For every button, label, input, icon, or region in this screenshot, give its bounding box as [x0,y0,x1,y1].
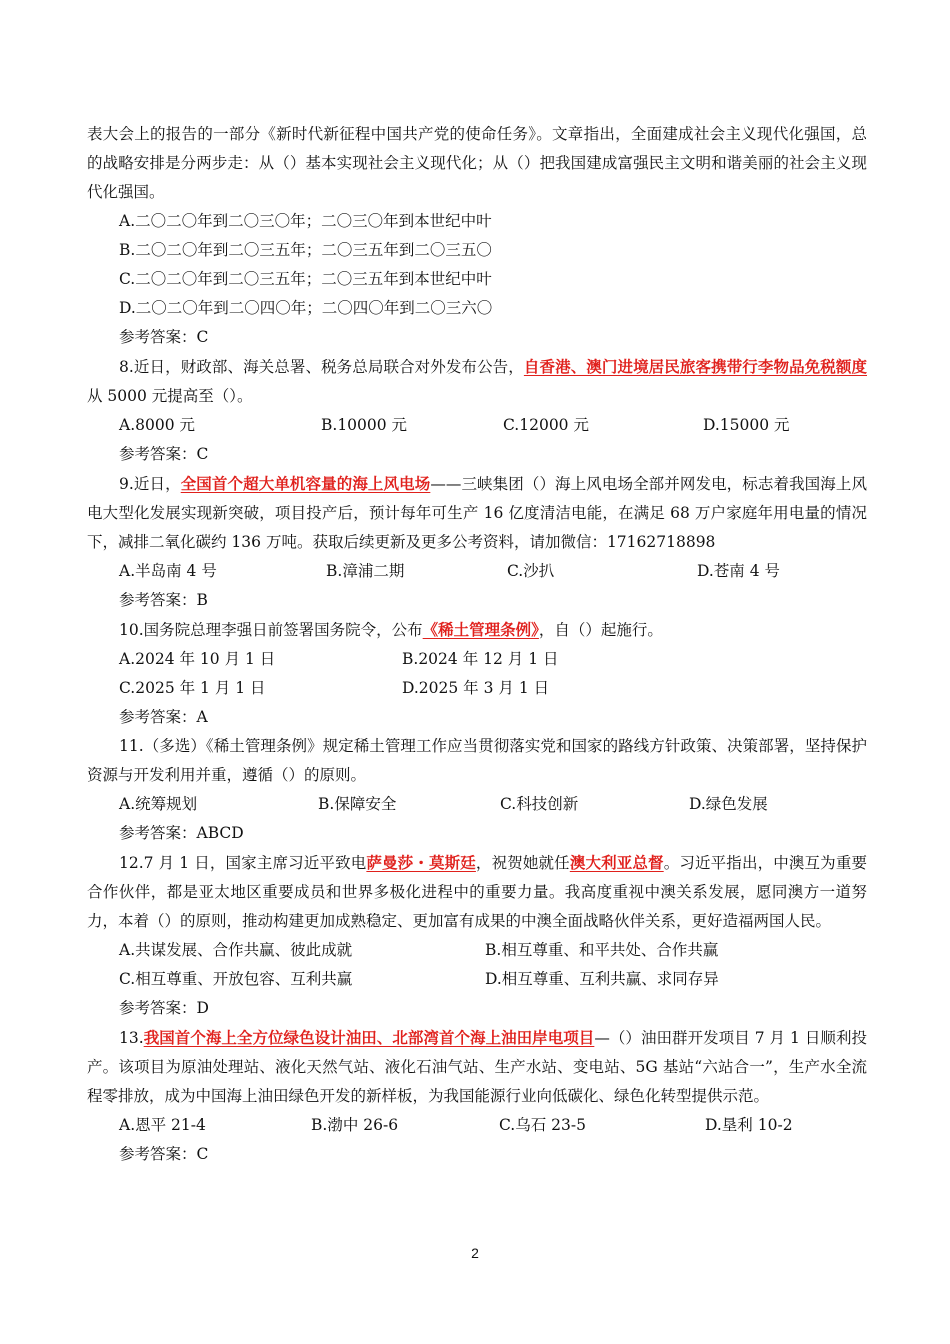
question-stem: 11.（多选）《稀土管理条例》规定稀土管理工作应当贯彻落实党和国家的路线方针政策、决策部署，坚持保护资源与开发利用并重，遵循（）的原则。 [87,737,867,784]
stem-text: 12.7 月 1 日，国家主席习近平致电 [119,854,367,872]
options-row [87,645,867,674]
option-b: B.二〇二〇年到二〇三五年；二〇三五年到二〇三五〇 [119,241,492,259]
options-row [87,936,867,965]
option-b: B.渤中 26-6 [311,1116,399,1134]
question-stem [87,1023,867,1111]
option-c: C.2025 年 1 月 1 日 [119,679,266,697]
option-c: C.沙扒 [507,562,555,580]
option-a: A.恩平 21-4 [119,1116,206,1134]
question-stem [87,615,867,645]
option-c: C.乌石 23-5 [499,1116,586,1134]
highlight-text: 《稀土管理条例》 [422,620,539,639]
question-stem [87,848,867,936]
option-d: D.2025 年 3 月 1 日 [402,679,550,697]
highlight-text: 萨曼莎・莫斯廷 [366,853,476,872]
question-10 [87,615,867,732]
question-12 [87,848,867,1023]
page-number: 2 [471,1245,479,1261]
option-a: A.统筹规划 [119,795,198,813]
reference-answer: 参考答案：C [119,328,209,346]
option-b: B.10000 元 [321,416,408,434]
option-d: D.相互尊重、互利共赢、求同存异 [485,970,719,988]
options-row [87,1111,867,1140]
question-stem [87,469,867,557]
stem-text: ——三峡集团（）海上风电场全部并网发电，标志着我国海上风电大型化发展实现新突破，项目投产后，预计每年可生产 16 亿度清洁电能，在满足 68 万户家庭年用电量的情况下，减排二氧化碳约 136 万吨。获取后续更新及更多公考资料，请加微信：17162718898 [87,475,867,551]
option-d: D.绿色发展 [689,795,768,813]
reference-answer: 参考答案：B [119,591,208,609]
option-c: C.科技创新 [500,795,579,813]
highlight-text: 澳大利亚总督 [569,853,664,872]
stem-text: ，祝贺她就任 [475,854,570,872]
options-row [87,674,867,703]
option-d: D.苍南 4 号 [697,562,781,580]
reference-answer: 参考答案：C [119,445,209,463]
option-c: C.12000 元 [503,416,589,434]
options-row [87,965,867,994]
stem-text: 。习近平指出，中澳互为重要合作伙伴，都是亚太地区重要成员和世界多极化进程中的重要力量。我高度重视中澳关系发展，愿同澳方一道努力，本着（）的原则，推动构建更加成熟稳定、更加富有成果的中澳全面战略伙伴关系，更好造福两国人民。 [87,854,867,930]
question-8 [87,352,867,469]
stem-text: 13. [119,1029,144,1047]
question-11 [87,732,867,848]
option-d: D.二〇二〇年到二〇四〇年；二〇四〇年到二〇三六〇 [119,299,493,317]
option-b: B.漳浦二期 [326,562,405,580]
stem-text: 10.国务院总理李强日前签署国务院令，公布 [119,621,423,639]
question-7 [87,120,867,352]
option-b: B.保障安全 [318,795,397,813]
question-9 [87,469,867,615]
reference-answer: 参考答案：D [119,999,209,1017]
stem-text: 9.近日， [119,475,181,493]
reference-answer: 参考答案：C [119,1145,209,1163]
option-c: C.相互尊重、开放包容、互利共赢 [119,970,353,988]
options-row [87,557,867,586]
option-d: D.15000 元 [703,416,790,434]
option-b: B.2024 年 12 月 1 日 [402,650,559,668]
option-a: A.二〇二〇年到二〇三〇年；二〇三〇年到本世纪中叶 [119,212,492,230]
highlight-text: 全国首个超大单机容量的海上风电场 [180,474,431,493]
reference-answer: 参考答案：A [119,708,208,726]
option-c: C.二〇二〇年到二〇三五年；二〇三五年到本世纪中叶 [119,270,492,288]
option-b: B.相互尊重、和平共处、合作共赢 [485,941,719,959]
option-a: A.共谋发展、合作共赢、彼此成就 [119,941,353,959]
stem-text: 从 5000 元提高至（）。 [87,387,253,405]
document-page [87,120,867,1169]
highlight-text: 我国首个海上全方位绿色设计油田、北部湾首个海上油田岸电项目 [143,1028,595,1047]
option-a: A.半岛南 4 号 [119,562,217,580]
highlight-text: 自香港、澳门进境居民旅客携带行李物品免税额度 [523,357,867,376]
question-stem: 表大会上的报告的一部分《新时代新征程中国共产党的使命任务》。文章指出，全面建成社会主义现代化强国，总的战略安排是分两步走：从（）基本实现社会主义现代化；从（）把我国建成富强民主文明和谐美丽的社会主义现代化强国。 [87,125,867,201]
question-13 [87,1023,867,1169]
reference-answer: 参考答案：ABCD [119,824,244,842]
stem-text: ，自（）起施行。 [538,621,663,639]
option-a: A.8000 元 [119,416,195,434]
question-stem [87,352,867,411]
stem-text: 8.近日，财政部、海关总署、税务总局联合对外发布公告， [119,358,524,376]
stem-text: —（）油田群开发项目 7 月 1 日顺利投产。该项目为原油处理站、液化天然气站、液化石油气站、生产水站、变电站、5G 基站“六站合一”，生产水全流程零排放，成为中国海上油田绿色开发的新样板，为我国能源行业向低碳化、绿色化转型提供示范。 [87,1029,867,1105]
option-a: A.2024 年 10 月 1 日 [119,650,276,668]
option-d: D.垦利 10-2 [705,1116,793,1134]
options-row [87,790,867,819]
options-row [87,411,867,440]
